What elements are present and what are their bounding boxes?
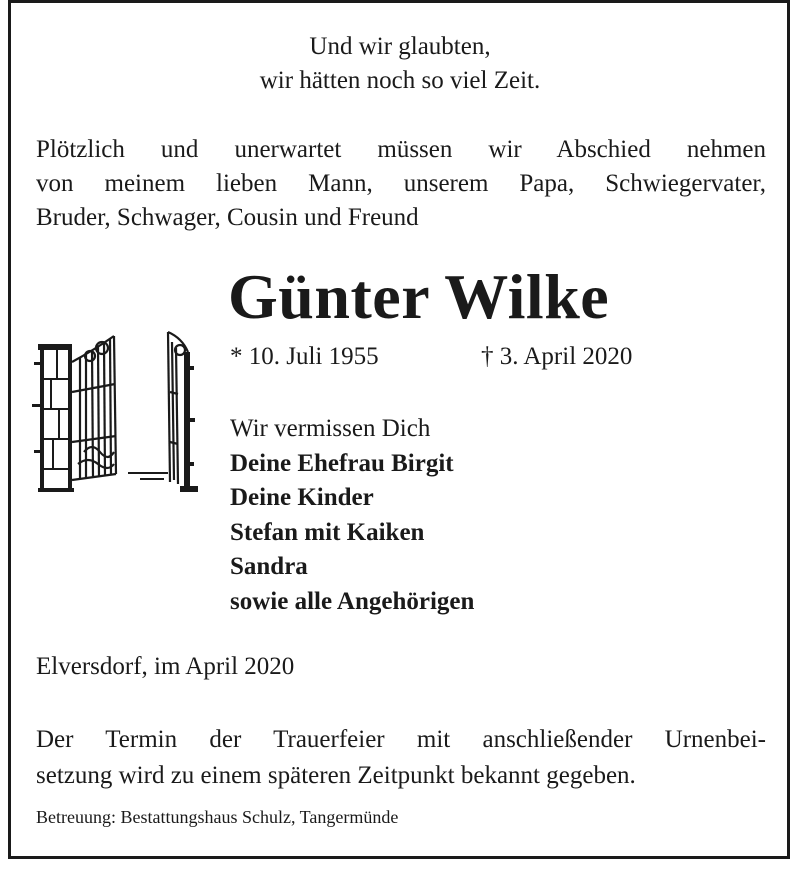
funeral-home-credit: Betreuung: Bestattungshaus Schulz, Tangermünde [36, 807, 399, 827]
place-and-date: Elversdorf, im April 2020 [36, 653, 295, 680]
mourners-intro: Wir vermissen Dich [230, 415, 431, 442]
intro-line-3: Bruder, Schwager, Cousin und Freund [36, 204, 419, 231]
mourner-line: Deine Kinder [230, 484, 374, 511]
mourner-line: Deine Ehefrau Birgit [230, 449, 454, 477]
mourner-line: sowie alle Angehörigen [230, 587, 475, 615]
quote-line-2: wir hätten noch so viel Zeit. [259, 67, 541, 94]
mourner-line: Stefan mit Kaiken [230, 518, 425, 546]
mourner-line: Sandra [230, 553, 308, 580]
intro-text [36, 133, 766, 235]
funeral-notice [36, 722, 766, 794]
deceased-name: Günter Wilke [228, 261, 610, 332]
notice-line-1: Der Termin der Trauerfeier mit anschließender Urnenbei- [36, 726, 766, 753]
mourners-block [230, 412, 474, 619]
quote-line-1: Und wir glaubten, [309, 33, 491, 60]
notice-line-2: setzung wird zu einem späteren Zeitpunkt bekannt gegeben. [36, 762, 636, 789]
intro-line-2: von meinem lieben Mann, unserem Papa, Schwiegervater, [36, 170, 766, 197]
death-date: † 3. April 2020 [481, 343, 633, 370]
intro-line-1: Plötzlich und unerwartet müssen wir Abschied nehmen [36, 136, 766, 163]
open-garden-gate-icon [28, 322, 208, 502]
birth-date: * 10. Juli 1955 [230, 343, 379, 370]
